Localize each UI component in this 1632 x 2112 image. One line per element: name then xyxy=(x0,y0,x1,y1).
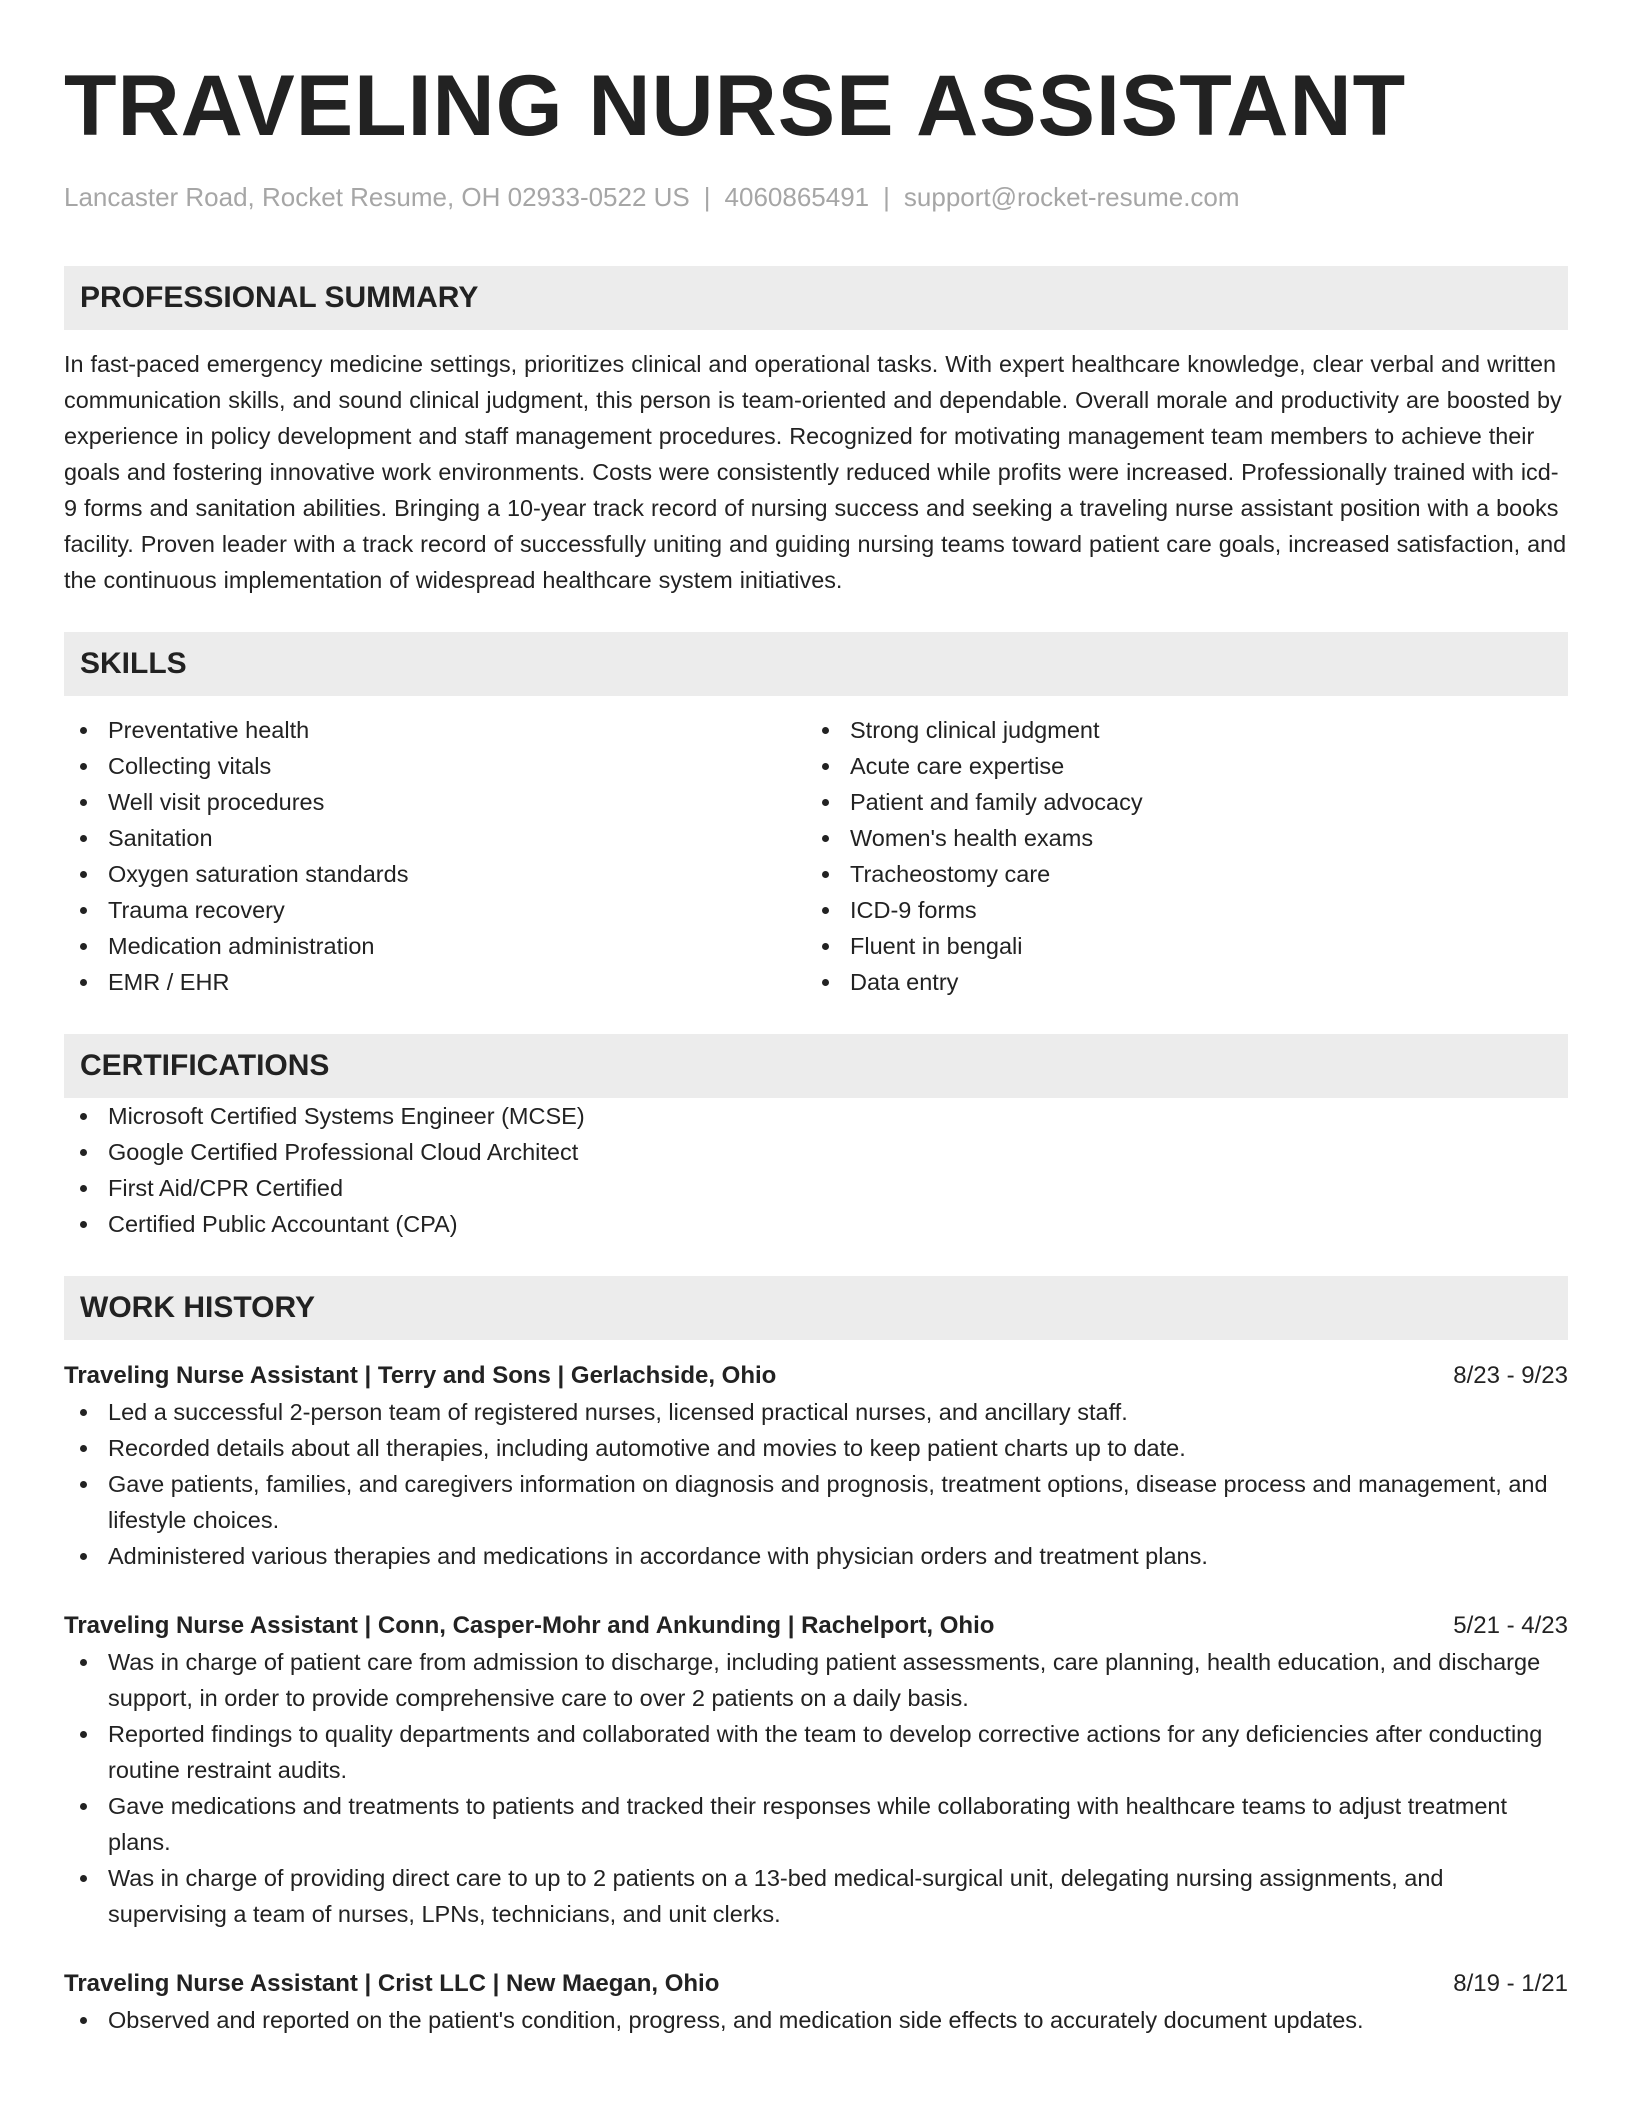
certifications-list xyxy=(64,1098,1568,1242)
skill-item: Trauma recovery xyxy=(64,892,806,928)
summary-text: In fast-paced emergency medicine settings, prioritizes clinical and operational tasks. With expert healthcare knowledge, clear verbal and written communication skills, and sound clinical judgment, this person is team-oriented and dependable. Overall morale and productivity are boosted by experience in policy development and staff management procedures. Recognized for motivating management team members to achieve their goals and fostering innovative work environments. Costs were consistently reduced while profits were increased. Professionally trained with icd-9 forms and sanitation abilities. Bringing a 10-year track record of nursing success and seeking a traveling nurse assistant position with a books facility. Proven leader with a track record of successfully uniting and guiding nursing teams toward patient care goals, increased satisfaction, and the continuous implementation of widespread healthcare system initiatives. xyxy=(64,351,1567,593)
skills-column-right xyxy=(806,712,1548,1000)
job-bullet: Gave patients, families, and caregivers information on diagnosis and prognosis, treatment options, disease process and management, and lifestyle choices. xyxy=(64,1466,1568,1538)
skill-item: ICD-9 forms xyxy=(806,892,1548,928)
job-bullets xyxy=(64,1644,1568,1932)
job-entry xyxy=(64,1608,1568,1932)
job-title: Traveling Nurse Assistant | Crist LLC | New Maegan, Ohio xyxy=(64,1970,720,1997)
skill-item: EMR / EHR xyxy=(64,964,806,1000)
skill-item: Well visit procedures xyxy=(64,784,806,820)
skill-item: Preventative health xyxy=(64,712,806,748)
skill-item: Strong clinical judgment xyxy=(806,712,1548,748)
section-heading-certifications: CERTIFICATIONS xyxy=(64,1034,1568,1098)
resume-content xyxy=(64,58,1568,2038)
job-bullet: Administered various therapies and medications in accordance with physician orders and treatment plans. xyxy=(64,1538,1568,1574)
skill-item: Women's health exams xyxy=(806,820,1548,856)
job-bullet: Gave medications and treatments to patients and tracked their responses while collaborating with healthcare teams to adjust treatment plans. xyxy=(64,1788,1568,1860)
skill-item: Patient and family advocacy xyxy=(806,784,1548,820)
job-dates: 5/21 - 4/23 xyxy=(1453,1612,1568,1639)
contact-separator: | xyxy=(883,182,890,212)
skill-item: Acute care expertise xyxy=(806,748,1548,784)
contact-email: support@rocket-resume.com xyxy=(903,182,1240,212)
skill-item: Fluent in bengali xyxy=(806,928,1548,964)
certification-item: Certified Public Accountant (CPA) xyxy=(64,1206,1568,1242)
job-title: Traveling Nurse Assistant | Terry and Sons | Gerlachside, Ohio xyxy=(64,1362,777,1389)
job-dates: 8/19 - 1/21 xyxy=(1453,1970,1568,1997)
section-heading-summary: PROFESSIONAL SUMMARY xyxy=(64,266,1568,330)
job-bullet: Was in charge of providing direct care to up to 2 patients on a 13-bed medical-surgical unit, delegating nursing assignments, and supervising a team of nurses, LPNs, technicians, and unit clerks. xyxy=(64,1860,1568,1932)
job-bullet: Reported findings to quality departments and collaborated with the team to develop corrective actions for any deficiencies after conducting routine restraint audits. xyxy=(64,1716,1568,1788)
job-bullet: Observed and reported on the patient's condition, progress, and medication side effects to accurately document updates. xyxy=(64,2002,1568,2038)
certification-item: Microsoft Certified Systems Engineer (MCSE) xyxy=(64,1098,1568,1134)
skill-item: Medication administration xyxy=(64,928,806,964)
skill-item: Sanitation xyxy=(64,820,806,856)
skills-list-right xyxy=(806,712,1548,1000)
job-bullet: Recorded details about all therapies, including automotive and movies to keep patient charts up to date. xyxy=(64,1430,1568,1466)
skills-column-left xyxy=(64,712,806,1000)
skill-item: Data entry xyxy=(806,964,1548,1000)
contact-address: Lancaster Road, Rocket Resume, OH 02933-0522 US xyxy=(64,182,690,212)
contact-phone: 4060865491 xyxy=(724,182,870,212)
job-title: Traveling Nurse Assistant | Conn, Casper-Mohr and Ankunding | Rachelport, Ohio xyxy=(64,1612,995,1639)
job-bullets xyxy=(64,2002,1568,2038)
job-entry xyxy=(64,1966,1568,2038)
job-bullet: Led a successful 2-person team of registered nurses, licensed practical nurses, and ancillary staff. xyxy=(64,1394,1568,1430)
skill-item: Collecting vitals xyxy=(64,748,806,784)
job-bullet: Was in charge of patient care from admission to discharge, including patient assessments, care planning, health education, and discharge support, in order to provide comprehensive care to over 2 patients on a daily basis. xyxy=(64,1644,1568,1716)
certification-item: Google Certified Professional Cloud Architect xyxy=(64,1134,1568,1170)
contact-line xyxy=(64,180,1568,214)
job-header xyxy=(64,1608,1568,1644)
skill-item: Tracheostomy care xyxy=(806,856,1548,892)
section-heading-work-history: WORK HISTORY xyxy=(64,1276,1568,1340)
certification-item: First Aid/CPR Certified xyxy=(64,1170,1568,1206)
job-dates: 8/23 - 9/23 xyxy=(1453,1362,1568,1389)
job-header xyxy=(64,1966,1568,2002)
section-heading-skills: SKILLS xyxy=(64,632,1568,696)
job-header xyxy=(64,1358,1568,1394)
candidate-name: TRAVELING NURSE ASSISTANT xyxy=(64,58,1407,154)
job-bullets xyxy=(64,1394,1568,1574)
skills-grid xyxy=(64,712,1568,1000)
job-entry xyxy=(64,1358,1568,1574)
contact-separator: | xyxy=(703,182,711,212)
skill-item: Oxygen saturation standards xyxy=(64,856,806,892)
skills-list-left xyxy=(64,712,806,1000)
